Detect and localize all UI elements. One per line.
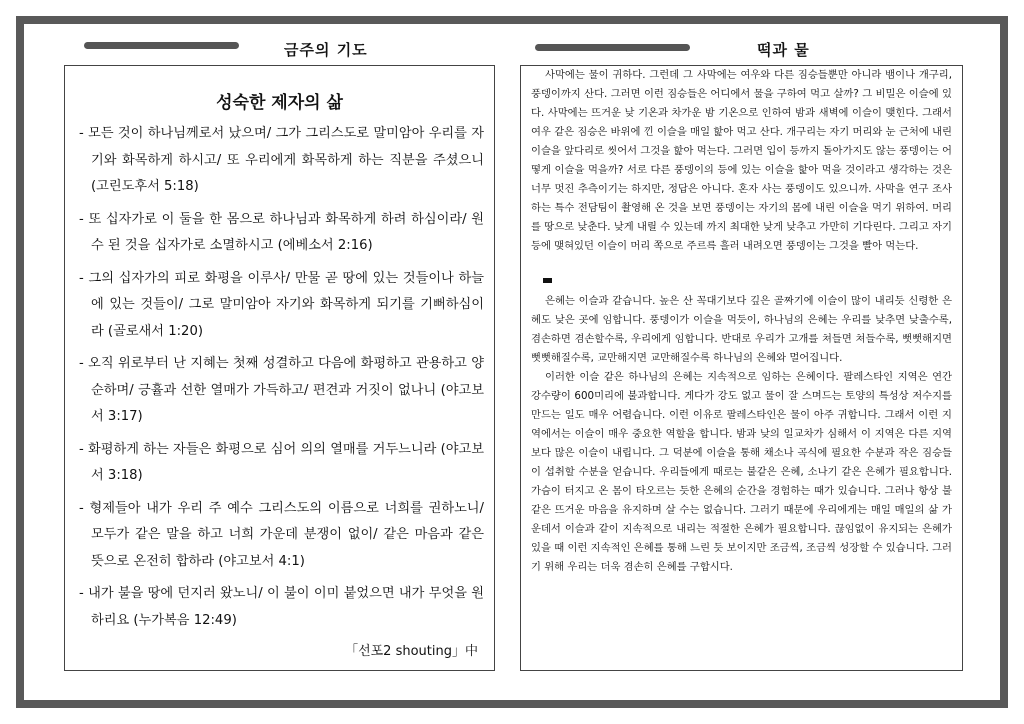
section-marker — [543, 278, 552, 283]
verse-item: - 화평하게 하는 자들은 화평으로 심어 의의 열매를 거두느니라 (야고보서 3:18) — [79, 441, 484, 483]
verse-item: - 내가 불을 땅에 던지러 왔노니/ 이 불이 이미 붙었으면 내가 무엇을 원하리요 (누가복음 12:49) — [79, 586, 484, 628]
essay-paragraph: 은혜는 이슬과 같습니다. 높은 산 꼭대기보다 깊은 골짜기에 이슬이 많이 내리듯 신령한 은혜도 낮은 곳에 임합니다. 풍뎅이가 이슬을 먹듯이, 하나님의 은혜는 우리를 낮추면 낮출수록, 겸손하면 겸손할수록, 우리에게 임합니다. 반대로 우리가 고개를 쳐들면 쳐들수록, 뻣뻣해지면 뻣뻣해질수록, 교만해지면 교만해질수록 하나님의 은혜와 멀어집니다. — [531, 295, 952, 364]
essay-box — [520, 65, 963, 671]
prayer-title: 성숙한 제자의 삶 — [216, 93, 343, 113]
verse-item: - 그의 십자가의 피로 화평을 이루사/ 만물 곧 땅에 있는 것들이나 하늘에 있는 것들이/ 그로 말미암아 자기와 화목하게 되기를 기뻐하심이라 (골로새서 1:20) — [79, 270, 484, 339]
essay-paragraph: 사막에는 물이 귀하다. 그런데 그 사막에는 여우와 다른 짐승들뿐만 아니라 뱀이나 개구리, 풍뎅이까지 산다. 그러면 이런 짐승들은 어디에서 물을 구하여 먹고 살까? 그 비밀은 이슬에 있다. 사막에는 뜨거운 낮 기온과 차가운 밤 기온으로 인하여 밤과 새벽에 이슬이 맺힌다. 그래서 여우 같은 짐승은 바위에 낀 이슬을 매일 핥아 먹고 산다. 개구리는 자기 머리와 눈 근처에 내린 이슬을 앞다리로 씻어서 그것을 핥아 먹는다. 그러면 입이 등까지 돌아가지도 않는 풍뎅이는 어떻게 이슬을 먹을까? 서로 다른 풍뎅이의 등에 있는 이슬을 핥아 먹을 것이라고 생각하는 것은 너무 멋진 추측이기는 하지만, 정답은 아니다. 혼자 사는 풍뎅이도 있으니까. 사막을 연구 조사하는 특수 전담팀이 촬영해 온 것을 보면 풍뎅이는 자기의 몸에 내린 이슬을 먹기 위하여. 머리를 땅으로 낮춘다. 낮게 내릴 수 있는데 까지 최대한 낮게 낮추고 가만히 기다린다. 그리고 자기 등에 맺혀있던 이슬이 머리 쪽으로 주르륵 흘러 내려오면 풍뎅이는 그것을 빨아 먹는다. — [531, 69, 952, 252]
right-header-title: 떡과 물 — [757, 41, 810, 59]
left-header-bar — [84, 42, 239, 49]
verse-item: - 또 십자가로 이 둘을 한 몸으로 하나님과 화목하게 하려 하심이라/ 원수 된 것을 십자가로 소멸하시고 (에베소서 2:16) — [79, 211, 484, 253]
right-header-bar — [535, 44, 690, 51]
source-citation: 「선포2 shouting」中 — [345, 644, 478, 659]
prayer-box — [64, 65, 495, 671]
verse-item: - 모든 것이 하나님께로서 났으며/ 그가 그리스도로 말미암아 우리를 자기와 화목하게 하시고/ 또 우리에게 화목하게 하는 직분을 주셨으니 (고린도후서 5:18) — [79, 126, 484, 194]
essay-paragraph: 이러한 이슬 같은 하나님의 은혜는 지속적으로 임하는 은혜이다. 팔레스타인 지역은 연간 강수량이 600미리에 불과합니다. 게다가 강도 없고 물이 잘 스며드는 토양의 특성상 저수지를 만드는 일도 매우 어렵습니다. 이런 이유로 팔레스타인은 물이 아주 귀합니다. 그래서 이런 지역에서는 이슬이 매우 중요한 역할을 합니다. 밤과 낮의 일교차가 심해서 이 지역은 다른 지역보다 많은 이슬이 내립니다. 그 덕분에 이슬을 통해 채소나 곡식에 필요한 수분과 작은 짐승들이 섭취할 수분을 얻습니다. 우리들에게 때로는 불같은 은혜, 소나기 같은 은혜가 필요합니다. 가슴이 터지고 온 몸이 타오르는 듯한 은혜의 순간을 경험하는 때가 있습니다. 그러나 항상 불같은 뜨거운 마음을 유지하며 살 수는 없습니다. 그러기 때문에 우리에게는 매일 매일의 삶 가운데서 이슬과 같이 지속적으로 내리는 적절한 은혜가 필요합니다. 끊임없이 유지되는 은혜가 있을 때 이런 지속적인 은혜를 통해 느린 듯 보이지만 조금씩, 조금씩 성장할 수 있습니다. 그러기 위해 우리는 더욱 겸손히 은혜를 구합시다. — [531, 371, 952, 573]
verse-item: - 형제들아 내가 우리 주 예수 그리스도의 이름으로 너희를 권하노니/ 모두가 같은 말을 하고 너희 가운데 분쟁이 없이/ 같은 마음과 같은 뜻으로 온전히 합하라 (야고보서 4:1) — [79, 500, 484, 569]
left-header-title: 금주의 기도 — [284, 41, 368, 59]
verse-item: - 오직 위로부터 난 지혜는 첫째 성결하고 다음에 화평하고 관용하고 양순하며/ 긍휼과 선한 열매가 가득하고/ 편견과 거짓이 없나니 (야고보서 3:17) — [79, 356, 484, 424]
